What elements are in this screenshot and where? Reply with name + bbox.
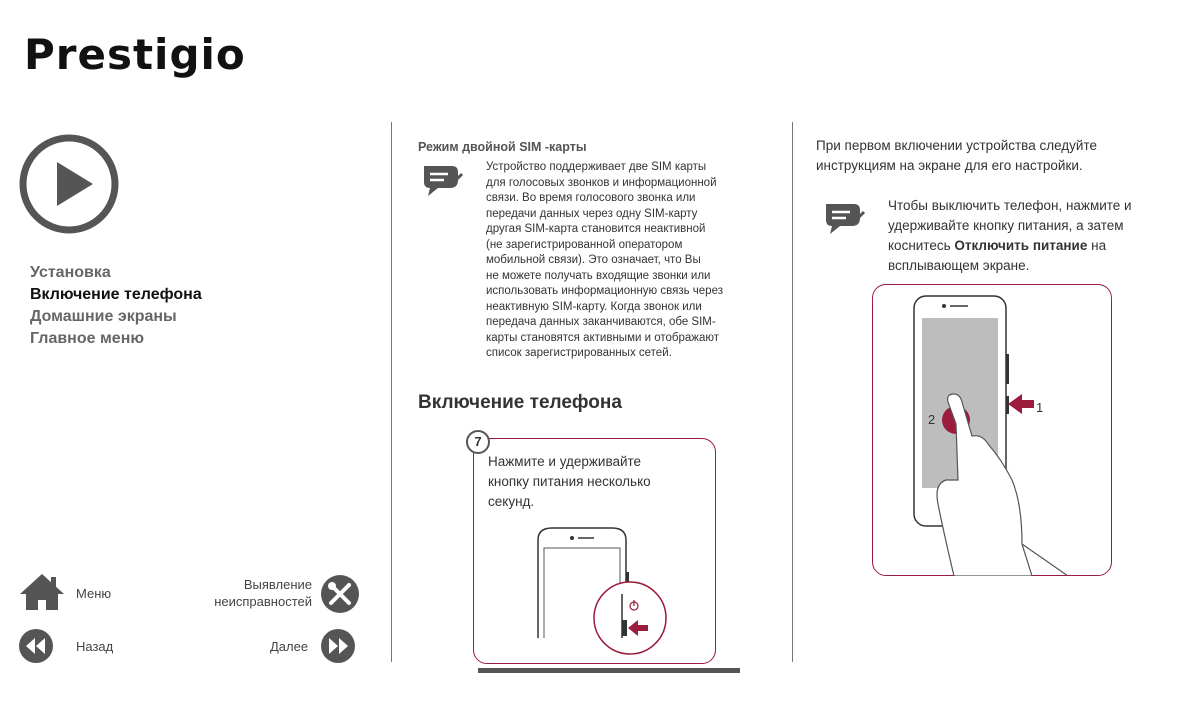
note-icon xyxy=(822,200,866,238)
nav-item-home-screens[interactable]: Домашние экраны xyxy=(30,308,177,325)
sim-note-line: карты становятся активными и отображают xyxy=(486,331,719,344)
nav-item-power-on[interactable]: Включение телефона xyxy=(30,286,202,303)
sim-note-line: Устройство поддерживает две SIM карты xyxy=(486,161,707,173)
fast-forward-icon xyxy=(320,628,356,664)
sim-note-line: (не зарегистрированной оператором xyxy=(486,238,683,251)
power-off-note-line xyxy=(888,236,1178,256)
power-off-note-line: удерживайте кнопку питания, а затем xyxy=(888,218,1124,233)
power-off-note-line: всплывающем экране. xyxy=(888,258,1030,273)
column-divider-right xyxy=(792,122,793,662)
next-button[interactable] xyxy=(260,628,370,664)
troubleshooting-button[interactable] xyxy=(188,572,368,618)
sim-note-line: другая SIM-карта становится неактивной xyxy=(486,223,706,235)
phone-power-illustration xyxy=(520,520,710,662)
nav-item-main-menu[interactable]: Главное меню xyxy=(30,330,145,347)
note-text: на xyxy=(1087,238,1107,253)
home-icon xyxy=(18,572,66,612)
next-label: Далее xyxy=(270,639,309,654)
page-scrollbar[interactable] xyxy=(478,668,740,673)
sim-note-line: мобильной связи). Это означает, что Вы xyxy=(486,254,701,266)
back-label: Назад xyxy=(76,639,114,654)
sim-heading: Режим двойной SIM -карты xyxy=(418,140,587,154)
sim-note-line: связи. Во время голосового звонка или xyxy=(486,192,696,204)
power-off-note xyxy=(888,196,1178,276)
intro-text xyxy=(816,136,1176,176)
rewind-icon xyxy=(18,628,54,664)
power-off-option-label: Отключить питание xyxy=(954,238,1088,253)
power-key-label-1: 1 xyxy=(1036,400,1044,415)
sim-note-line: список зарегистрированных сетей. xyxy=(486,347,672,359)
sim-note-line: для голосовых звонков и информационной xyxy=(486,176,717,189)
tools-icon xyxy=(320,574,360,614)
note-text: коснитесь xyxy=(888,238,955,253)
intro-line: инструкциям на экране для его настройки. xyxy=(816,158,1083,173)
section-heading: Включение телефона xyxy=(418,392,622,413)
step-text-line: Нажмите и удерживайте xyxy=(488,454,642,469)
sim-note xyxy=(486,160,786,362)
troubleshoot-label-line1: Выявление xyxy=(243,577,312,592)
phone-touch-illustration xyxy=(872,284,1112,576)
step-text xyxy=(488,452,708,512)
column-divider-left xyxy=(391,122,392,662)
play-icon[interactable] xyxy=(19,134,119,234)
troubleshoot-label-line2: неисправностей xyxy=(214,594,312,609)
sim-note-line: передача данных заканчиваются, обе SIM- xyxy=(486,316,716,328)
sim-note-line: передачи данных через одну SIM-карту xyxy=(486,207,698,220)
sim-note-line: неактивную SIM-карту. Когда звонок или xyxy=(486,300,702,313)
step-text-line: секунд. xyxy=(488,494,535,509)
touch-label-2: 2 xyxy=(928,412,936,427)
sim-note-line: не можете получать входящие звонки или xyxy=(486,269,711,282)
power-off-note-line: Чтобы выключить телефон, нажмите и xyxy=(888,198,1132,213)
prestigio-logo: Prestigio xyxy=(24,30,246,79)
section-nav xyxy=(30,262,202,350)
note-icon xyxy=(420,162,464,200)
menu-button[interactable] xyxy=(18,572,148,612)
step-text-line: кнопку питания несколько xyxy=(488,474,651,489)
intro-line: При первом включении устройства следуйте xyxy=(816,138,1098,153)
step-number-badge: 7 xyxy=(466,430,490,454)
menu-label: Меню xyxy=(76,586,112,601)
sim-note-line: использовать информационную связь через xyxy=(486,285,723,297)
back-button[interactable] xyxy=(18,628,138,664)
nav-item-install[interactable]: Установка xyxy=(30,264,111,281)
